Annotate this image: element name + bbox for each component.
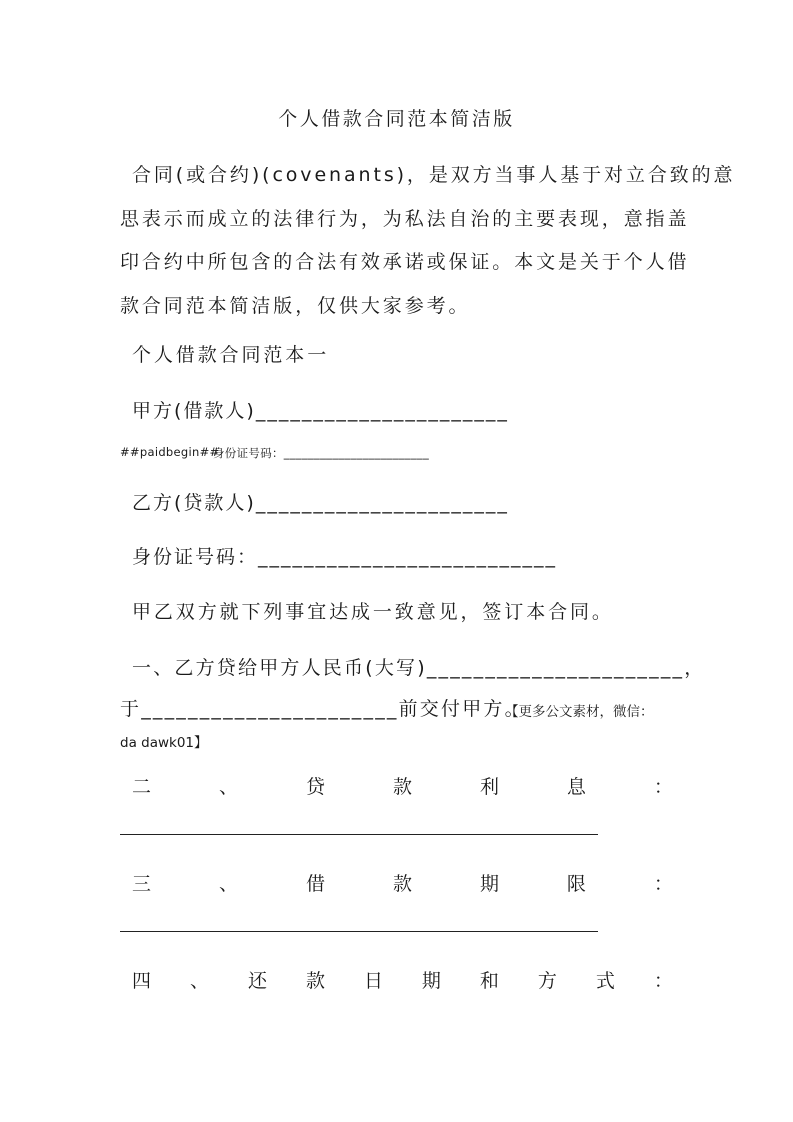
- clause-2-char: ：: [653, 776, 673, 798]
- clause-3-fill-line: [120, 931, 598, 932]
- promo-note-part-1: 【更多公文素材，微信：: [505, 704, 654, 720]
- clause-2-char: 贷: [305, 776, 325, 798]
- clause-2-char: 利: [479, 776, 499, 798]
- clause-4-char: 方: [537, 970, 557, 992]
- clause-3-char: 款: [392, 873, 412, 895]
- intro-line-3: 印合约中所包含的合法有效承诺或保证。本文是关于个人借: [120, 251, 690, 273]
- clause-4-heading: [120, 966, 673, 993]
- agreement-sentence: 甲乙双方就下列事宜达成一致意见，签订本合同。: [132, 601, 614, 623]
- clause-3-char: 、: [218, 873, 238, 895]
- clause-2-char: 款: [392, 776, 412, 798]
- intro-paragraph: [120, 154, 736, 328]
- clause-3-char: ：: [653, 873, 673, 895]
- clause-3-char: 期: [479, 873, 499, 895]
- party-b-line: 乙方(贷款人)______________________: [132, 492, 509, 514]
- page-title: 个人借款合同范本简洁版: [278, 108, 515, 130]
- party-a-line: 甲方(借款人)______________________: [132, 400, 509, 422]
- clause-3-char: 三: [132, 873, 152, 895]
- clause-4-char: ：: [653, 970, 673, 992]
- clause-3-char: 限: [566, 873, 586, 895]
- clause-4-char: 还: [247, 970, 267, 992]
- clause-2-heading: [120, 772, 673, 799]
- section-heading: 个人借款合同范本一: [132, 344, 330, 366]
- id-number-small: 身份证号码：________________________: [213, 446, 429, 460]
- clause-2-char: 、: [218, 776, 238, 798]
- clause-4-char: 期: [421, 970, 441, 992]
- clause-2-char: 息: [566, 776, 586, 798]
- clause-4-char: 四: [132, 970, 152, 992]
- intro-line-2: 思表示而成立的法律行为，为私法自治的主要表现，意指盖: [120, 207, 690, 230]
- clause-3-heading: [120, 869, 673, 896]
- clause-3-char: 借: [305, 873, 325, 895]
- clause-1-line-2: 于______________________前交付甲方。: [120, 698, 526, 720]
- promo-note-part-2: da dawk01】: [120, 735, 208, 751]
- clause-2-fill-line: [120, 834, 598, 835]
- paid-begin-marker: ##paidbegin##: [120, 445, 220, 459]
- clause-4-char: 日: [363, 970, 383, 992]
- clause-4-char: 、: [189, 970, 209, 992]
- clause-4-char: 和: [479, 970, 499, 992]
- clause-4-char: 款: [305, 970, 325, 992]
- intro-line-4: 款合同范本简洁版，仅供大家参考。: [120, 294, 471, 317]
- clause-1-line-1: 一、乙方贷给甲方人民币(大写)______________________，: [132, 657, 706, 679]
- intro-line-1: 合同(或合约)(covenants)，是双方当事人基于对立合致的意: [132, 164, 736, 186]
- id-number-line: 身份证号码：__________________________: [132, 546, 558, 568]
- clause-4-char: 式: [595, 970, 615, 992]
- clause-2-char: 二: [132, 776, 152, 798]
